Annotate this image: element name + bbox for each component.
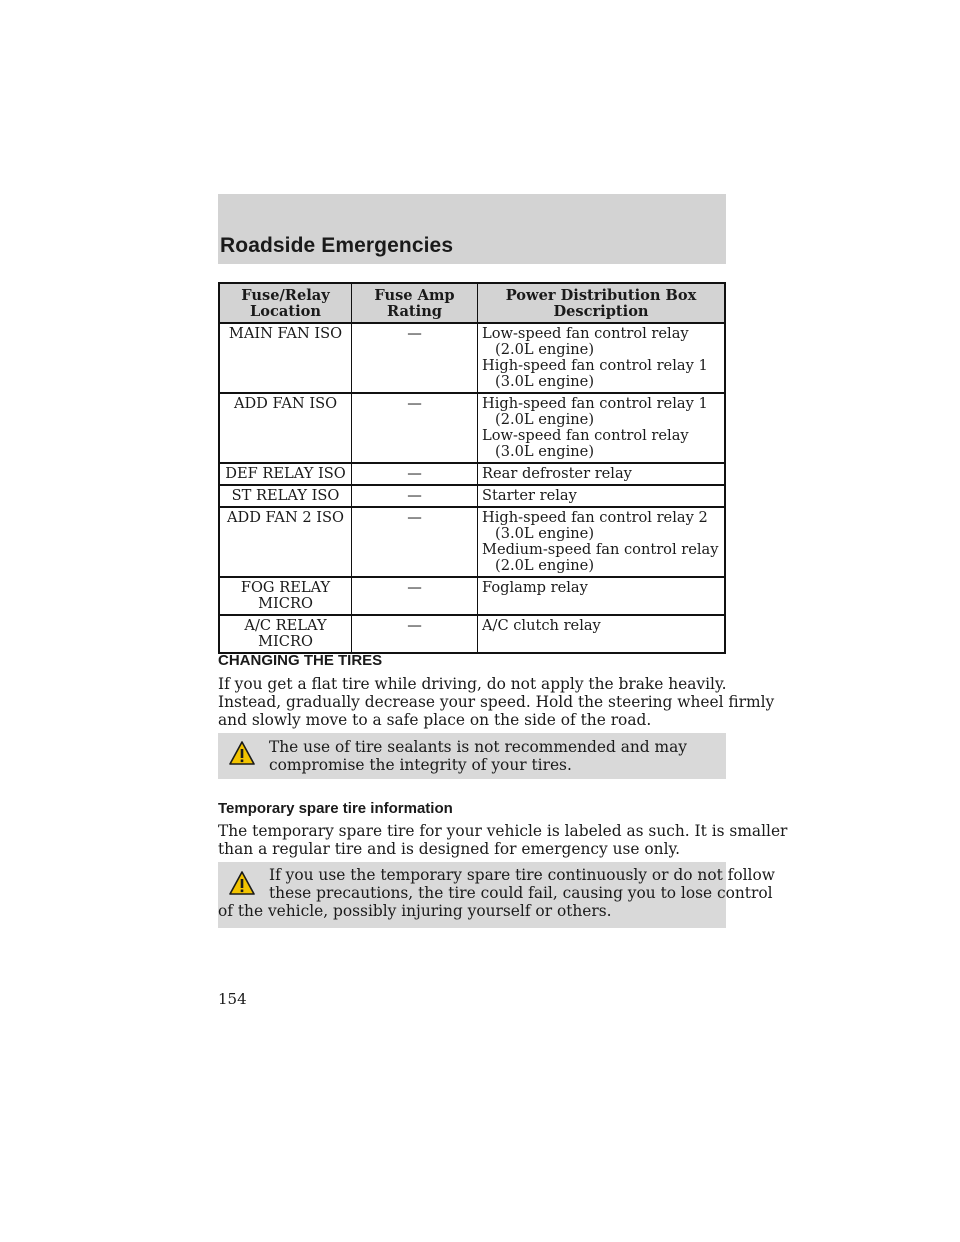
fuse-rating-cell: — xyxy=(352,577,478,615)
section-title: Roadside Emergencies xyxy=(220,234,454,257)
text-line: these precautions, the tire could fail, causing you to lose control xyxy=(269,884,773,902)
table-row xyxy=(219,615,725,653)
fuse-location-cell: A/C RELAY MICRO xyxy=(219,615,352,653)
table-row xyxy=(219,485,725,507)
fuse-location-cell: ADD FAN 2 ISO xyxy=(219,507,352,577)
table-header-row xyxy=(219,283,725,323)
text-line: and slowly move to a safe place on the side of the road. xyxy=(218,711,652,729)
warning-triangle-icon xyxy=(228,740,256,770)
temporary-spare-heading: Temporary spare tire information xyxy=(218,800,453,817)
text-line: compromise the integrity of your tires. xyxy=(269,756,572,774)
temporary-spare-paragraph xyxy=(218,822,788,858)
text-line: of the vehicle, possibly injuring yourself or others. xyxy=(218,902,612,920)
page-number: 154 xyxy=(218,990,247,1008)
fuse-rating-cell: — xyxy=(352,323,478,393)
fuse-location-cell: MAIN FAN ISO xyxy=(219,323,352,393)
fuse-description-cell: Low-speed fan control relay (2.0L engine) High-speed fan control relay 1 (3.0L engine) xyxy=(478,323,726,393)
table-row xyxy=(219,393,725,463)
table-row xyxy=(219,463,725,485)
fuse-description-cell: High-speed fan control relay 1 (2.0L engine) Low-speed fan control relay (3.0L engine) xyxy=(478,393,726,463)
fuse-rating-cell: — xyxy=(352,463,478,485)
fuse-description-cell: Rear defroster relay xyxy=(478,463,726,485)
text-line: If you get a flat tire while driving, do not apply the brake heavily. xyxy=(218,675,727,693)
fuse-rating-cell: — xyxy=(352,615,478,653)
fuse-location-cell: DEF RELAY ISO xyxy=(219,463,352,485)
text-line: The temporary spare tire for your vehicle is labeled as such. It is smaller xyxy=(218,822,788,840)
fuse-location-cell: ST RELAY ISO xyxy=(219,485,352,507)
text-line: If you use the temporary spare tire continuously or do not follow xyxy=(269,866,775,884)
fuse-rating-cell: — xyxy=(352,485,478,507)
fuse-description-cell: Foglamp relay xyxy=(478,577,726,615)
changing-tires-heading: CHANGING THE TIRES xyxy=(218,652,383,669)
text-line: Instead, gradually decrease your speed. Hold the steering wheel firmly xyxy=(218,693,775,711)
table-row xyxy=(219,323,725,393)
temporary-spare-warning xyxy=(218,862,775,928)
changing-tires-paragraph xyxy=(218,675,775,729)
fuse-location-cell: ADD FAN ISO xyxy=(219,393,352,463)
table-body xyxy=(219,323,725,653)
text-line: The use of tire sealants is not recommended and may xyxy=(269,738,688,756)
warning-text xyxy=(269,738,687,774)
warning-text xyxy=(218,866,775,920)
fuse-rating-cell: — xyxy=(352,393,478,463)
fuse-description-cell: High-speed fan control relay 2 (3.0L engine) Medium-speed fan control relay (2.0L engine) xyxy=(478,507,726,577)
text-line: than a regular tire and is designed for emergency use only. xyxy=(218,840,681,858)
column-header-location: Fuse/Relay Location xyxy=(219,283,352,323)
tire-sealant-warning xyxy=(218,733,726,779)
fuse-description-cell: Starter relay xyxy=(478,485,726,507)
fuse-relay-table xyxy=(218,282,726,654)
table-row xyxy=(219,507,725,577)
fuse-rating-cell: — xyxy=(352,507,478,577)
fuse-location-cell: FOG RELAY MICRO xyxy=(219,577,352,615)
column-header-description: Power Distribution Box Description xyxy=(478,283,726,323)
fuse-description-cell: A/C clutch relay xyxy=(478,615,726,653)
table-row xyxy=(219,577,725,615)
column-header-rating: Fuse Amp Rating xyxy=(352,283,478,323)
